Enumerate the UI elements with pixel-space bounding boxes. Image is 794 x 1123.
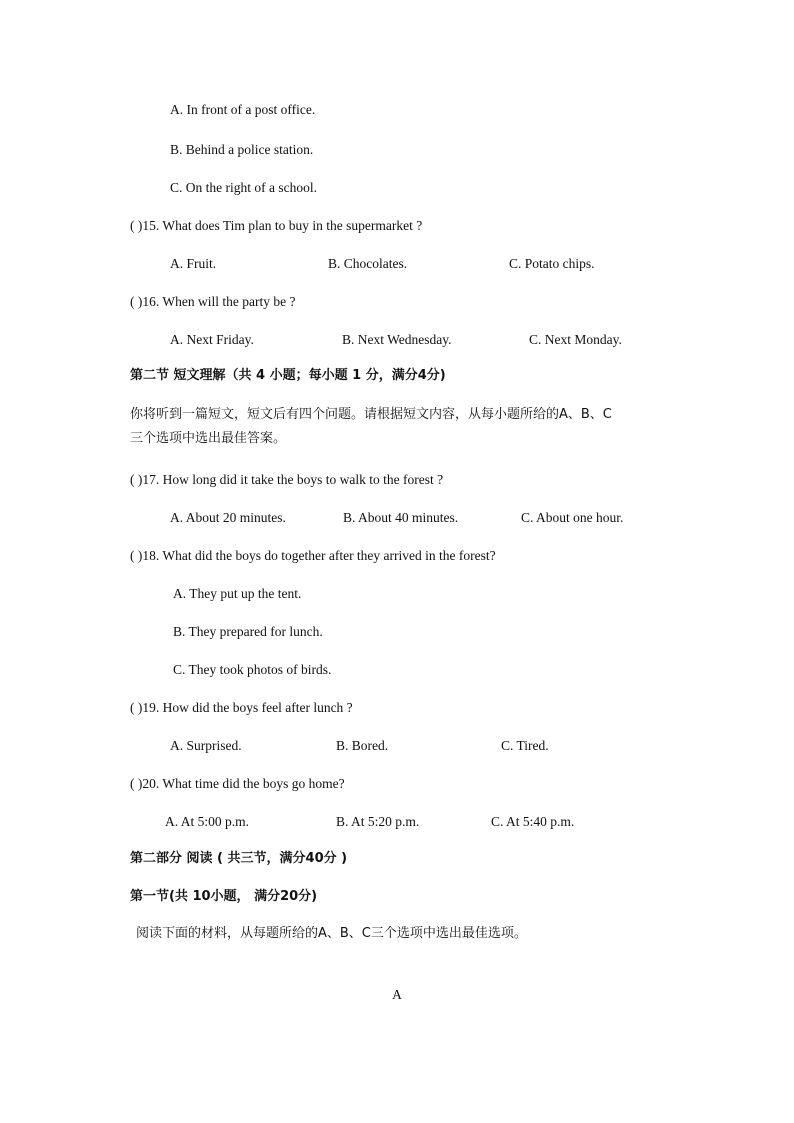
q16-option-b: B. Next Wednesday. [342, 332, 452, 347]
q16-stem: ( )16. When will the party be ? [130, 294, 296, 309]
section-2-instruction-line-1: 你将听到一篇短文，短文后有四个问题。请根据短文内容，从每小题所给的A、B、C [130, 407, 612, 422]
q19-option-b: B. Bored. [336, 738, 389, 753]
section-2-instruction-line-2: 三个选项中选出最佳答案。 [130, 431, 287, 446]
q16-option-a: A. Next Friday. [170, 332, 254, 347]
q20-stem: ( )20. What time did the boys go home? [130, 776, 345, 791]
q18-option-c: C. They took photos of birds. [173, 662, 332, 677]
q15-option-a: A. Fruit. [170, 256, 217, 271]
part-2-section-1-heading: 第一节(共 10小题， 满分20分) [130, 889, 318, 904]
section-2-heading: 第二节 短文理解（共 4 小题；每小题 1 分，满分4分) [130, 368, 446, 383]
q19-stem: ( )19. How did the boys feel after lunch ? [130, 700, 353, 715]
q20-option-a: A. At 5:00 p.m. [165, 814, 250, 829]
q20-option-c: C. At 5:40 p.m. [491, 814, 575, 829]
q19-option-a: A. Surprised. [170, 738, 242, 753]
q20-option-b: B. At 5:20 p.m. [336, 814, 420, 829]
q14-option-b: B. Behind a police station. [170, 142, 314, 157]
q17-option-a: A. About 20 minutes. [170, 510, 286, 525]
q14-option-a: A. In front of a post office. [170, 102, 316, 117]
q17-option-b: B. About 40 minutes. [343, 510, 459, 525]
part-2-heading: 第二部分 阅读 ( 共三节，满分40分 ) [130, 851, 348, 866]
q17-option-c: C. About one hour. [521, 510, 624, 525]
q19-option-c: C. Tired. [501, 738, 549, 753]
q15-option-b: B. Chocolates. [328, 256, 408, 271]
q18-option-b: B. They prepared for lunch. [173, 624, 323, 639]
q15-stem: ( )15. What does Tim plan to buy in the supermarket ? [130, 218, 423, 233]
q18-option-a: A. They put up the tent. [173, 586, 302, 601]
q17-stem: ( )17. How long did it take the boys to walk to the forest ? [130, 472, 444, 487]
q14-option-c: C. On the right of a school. [170, 180, 317, 195]
part-2-instruction: 阅读下面的材料，从每题所给的A、B、C三个选项中选出最佳选项。 [136, 926, 527, 941]
q16-option-c: C. Next Monday. [529, 332, 622, 347]
q18-stem: ( )18. What did the boys do together after they arrived in the forest? [130, 548, 496, 563]
passage-label: A [392, 987, 402, 1002]
q15-option-c: C. Potato chips. [509, 256, 595, 271]
